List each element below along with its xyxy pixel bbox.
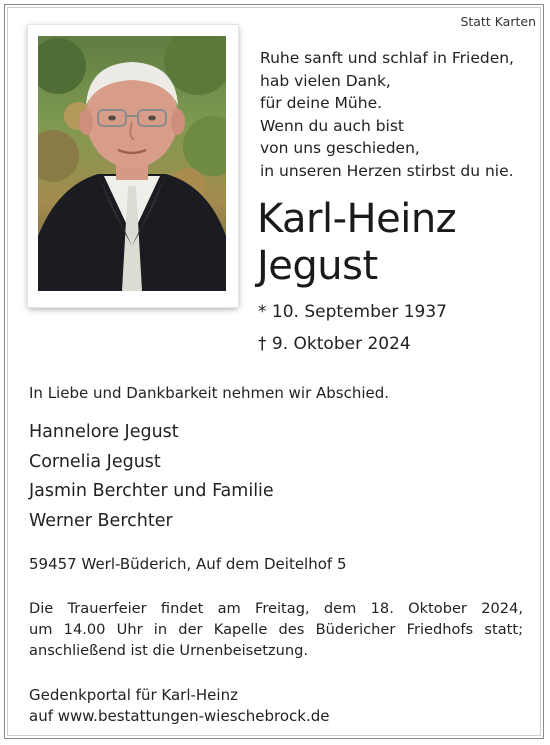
ceremony-line: anschließend ist die Urnenbeisetzung. xyxy=(29,642,308,659)
poem-line: für deine Mühe. xyxy=(260,94,383,112)
portrait-photo-frame xyxy=(28,25,238,307)
deceased-last-name: Jegust xyxy=(257,243,378,289)
ceremony-line: um 14.00 Uhr in der Kapelle des Büdericher Friedhofs statt; xyxy=(29,621,523,638)
memorial-portal xyxy=(29,685,329,727)
portrait-photo xyxy=(38,36,226,291)
family-list xyxy=(29,418,274,536)
family-member: Cornelia Jegust xyxy=(29,451,161,472)
death-date: † 9. Oktober 2024 xyxy=(258,334,411,354)
poem-line: in unseren Herzen stirbst du nie. xyxy=(260,161,514,180)
poem-line: von uns geschieden, xyxy=(260,139,420,157)
birth-date: * 10. September 1937 xyxy=(258,302,447,322)
family-address: 59457 Werl-Büderich, Auf dem Deitelhof 5 xyxy=(29,555,347,573)
farewell-line: In Liebe und Dankbarkeit nehmen wir Abschied. xyxy=(29,384,390,402)
poem xyxy=(260,47,514,182)
portal-label: Gedenkportal für Karl-Heinz xyxy=(29,686,238,704)
family-member: Jasmin Berchter und Familie xyxy=(29,481,274,501)
portal-url[interactable]: auf www.bestattungen-wieschebrock.de xyxy=(29,707,330,725)
poem-line: Wenn du auch bist xyxy=(260,116,405,135)
family-member: Hannelore Jegust xyxy=(29,422,179,442)
statt-karten-label: Statt Karten xyxy=(460,14,536,29)
portrait-illustration xyxy=(38,36,226,291)
ceremony-line: Die Trauerfeier findet am Freitag, dem 18. Oktober 2024, xyxy=(29,600,523,617)
ceremony-details xyxy=(29,598,523,661)
poem-line: Ruhe sanft und schlaf in Frieden, xyxy=(260,49,514,67)
poem-line: hab vielen Dank, xyxy=(260,71,391,90)
deceased-first-name: Karl-Heinz xyxy=(257,196,457,242)
family-member: Werner Berchter xyxy=(29,510,173,531)
